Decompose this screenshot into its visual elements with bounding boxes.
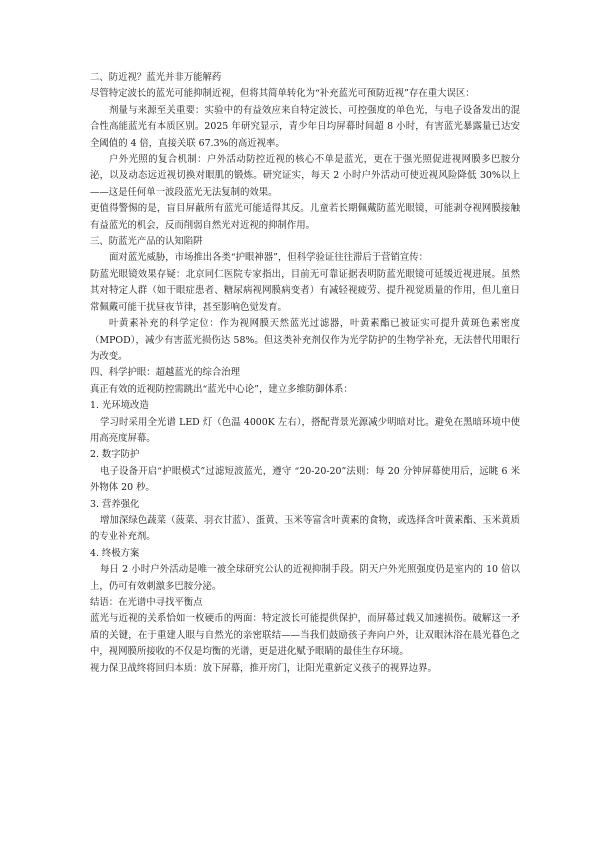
- list-item-body-digital: 电子设备开启“护眼模式”过滤短波蓝光，遵守 “20-20-20”法则：每 20 分钟屏幕使用后，远眺 6 米外物体 20 秒。: [90, 465, 520, 494]
- section-heading-conclusion: 结语：在光谱中寻找平衡点: [90, 597, 203, 608]
- list-item-title-ultimate: 4. 终极方案: [90, 547, 140, 559]
- list-item-body-lighting: 学习时采用全光谱 LED 灯（色温 4000K 左右），搭配背景光源减少明暗对比。避免在黑暗环境中使用高亮度屏幕。: [90, 416, 520, 444]
- document-page: [90, 70, 520, 677]
- paragraph-products-intro: 面对蓝光威胁，市场推出各类“护眼神器”，但科学验证往往滞后于营销宣传：: [109, 252, 428, 264]
- paragraph-eye-care-intro: 真正有效的近视防控需跳出“蓝光中心论”，建立多维防御体系：: [90, 383, 353, 395]
- section-heading-eye-care: 四、科学护眼：超越蓝光的综合治理: [90, 367, 241, 379]
- paragraph-lutein: 叶黄素补充的科学定位：作为视网膜天然蓝光过滤器，叶黄素酯已被证实可提升黄斑色素密度（MPOD），减少有害蓝光损伤达 58%。但这类补充剂仅作为光学防护的生物学补充，无法替代用眼行为改变。: [90, 318, 520, 362]
- paragraph-outdoor-mechanism: 户外光照的复合机制：户外活动防控近视的核心不单是蓝光，更在于强光照促进视网膜多巴胺分泌，以及动态远近视切换对眼肌的锻炼。研究证实，每天 2 小时户外活动可使近视风险降低 30%以上——这是任何单一波段蓝光无法复制的效果。: [90, 154, 520, 198]
- paragraph-intro-misconception: 尽管特定波长的蓝光可能抑制近视，但将其简单转化为“补充蓝光可预防近视”存在重大误区：: [90, 88, 475, 100]
- paragraph-conclusion-main: 蓝光与近视的关系恰如一枚硬币的两面：特定波长可能提供保护，而屏幕过载又加速损伤。破解这一矛盾的关键，在于重建人眼与自然光的亲密联结——当我们鼓励孩子奔向户外，让双眼沐浴在晨光暮色之中，视网膜所接收的不仅是均衡的光谱，更是进化赋予眼睛的最佳生存环境。: [90, 613, 520, 658]
- paragraph-conclusion-final: 视力保卫战终将回归本质：放下屏幕，推开房门，让阳光重新定义孩子的视界边界。: [90, 662, 437, 674]
- list-item-title-digital: 2. 数字防护: [90, 449, 140, 461]
- section-heading-products: 三、防蓝光产品的认知陷阱: [90, 236, 203, 248]
- list-item-title-lighting: 1. 光环境改造: [90, 400, 149, 412]
- list-item-title-nutrition: 3. 营养强化: [90, 498, 140, 510]
- paragraph-blocking-warning: 更值得警惕的是，盲目屏蔽所有蓝光可能适得其反。儿童若长期佩戴防蓝光眼镜，可能剥夺视网膜接触有益蓝光的机会，反而削弱自然光对近视的抑制作用。: [90, 203, 520, 231]
- list-item-body-nutrition: 增加深绿色蔬菜（菠菜、羽衣甘蓝）、蛋黄、玉米等富含叶黄素的食物，或选择含叶黄素酯、玉米黄质的专业补充剂。: [90, 514, 520, 543]
- section-heading-myopia: 二、防近视？蓝光并非万能解药: [90, 72, 222, 83]
- list-item-body-ultimate: 每日 2 小时户外活动是唯一被全球研究公认的近视抑制手段。阴天户外光照强度仍是室内的 10 倍以上，仍可有效刺激多巴胺分泌。: [90, 564, 520, 592]
- paragraph-glasses: 防蓝光眼镜效果存疑：北京同仁医院专家指出，目前无可靠证据表明防蓝光眼镜可延缓近视进展。虽然其对特定人群（如干眼症患者、糖尿病视网膜病变者）有减轻视疲劳、提升视觉质量的作用，但儿童日常佩戴可能干扰昼夜节律，甚至影响色觉发育。: [90, 268, 520, 313]
- paragraph-dose-source: 剂量与来源至关重要：实验中的有益效应来自特定波长、可控强度的单色光，与电子设备发出的混合性高能蓝光有本质区别。2025 年研究显示，青少年日均屏幕时间超 8 小时，有害蓝光暴露量已达安全阈值的 4 倍，直接关联 67.3%的高近视率。: [90, 104, 520, 149]
